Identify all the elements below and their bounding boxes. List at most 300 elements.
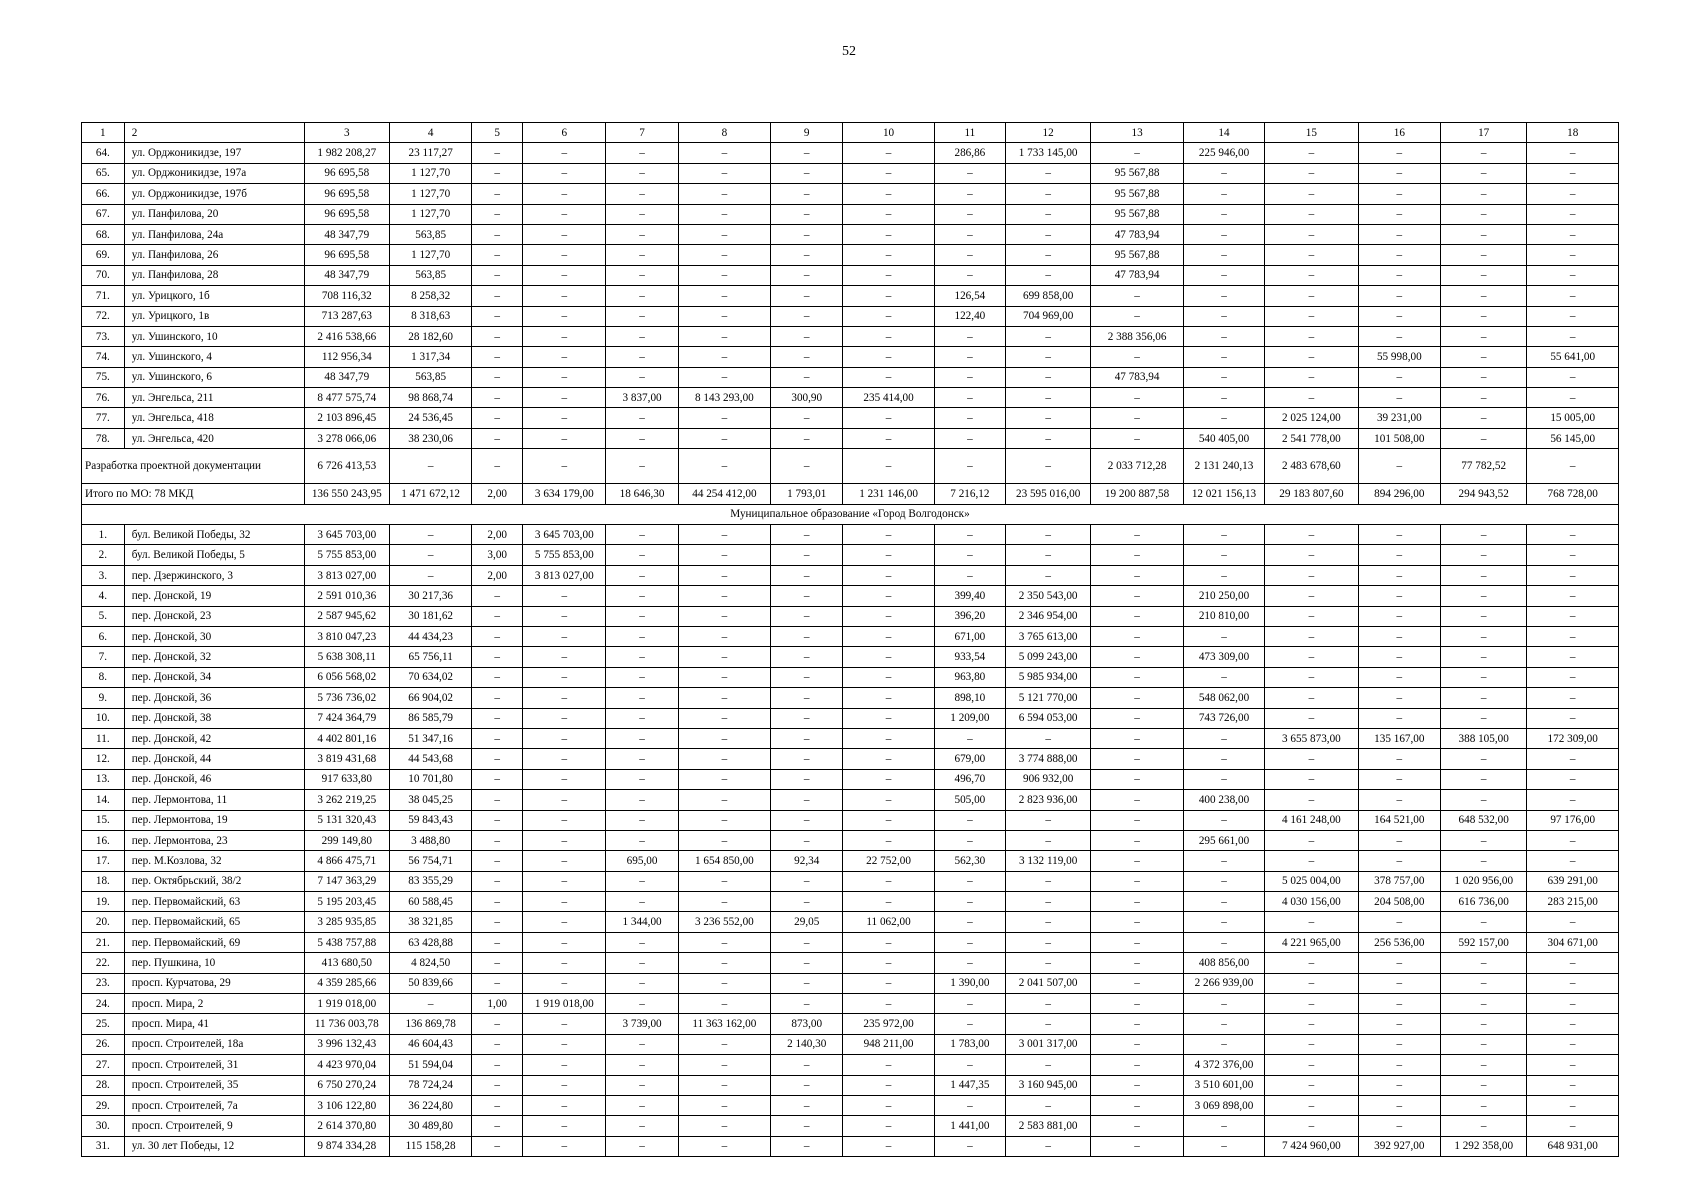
table-cell: – [1440, 565, 1526, 585]
table-cell: пер. Донской, 19 [124, 586, 304, 606]
table-row [82, 367, 1619, 387]
table-cell: 7 [606, 123, 678, 143]
table-cell: – [472, 449, 523, 484]
table-cell: 136 869,78 [389, 1014, 471, 1034]
table-cell: – [606, 265, 678, 285]
table-cell: – [1527, 449, 1619, 484]
table-cell: – [523, 586, 606, 606]
table-cell: просп. Строителей, 7а [124, 1095, 304, 1115]
table-cell: – [606, 1116, 678, 1136]
table-cell: 136 550 243,95 [304, 484, 389, 504]
table-cell: 29 183 807,60 [1265, 484, 1359, 504]
table-cell: – [472, 326, 523, 346]
table-cell: 38 230,06 [389, 428, 471, 448]
table-cell: 70 634,02 [389, 667, 471, 687]
table-cell: – [1440, 408, 1526, 428]
table-cell: – [606, 525, 678, 545]
table-cell: 1 982 208,27 [304, 143, 389, 163]
table-cell: – [1265, 1095, 1359, 1115]
table-cell: – [678, 892, 771, 912]
table-cell: – [1183, 810, 1264, 830]
table-cell: – [771, 830, 843, 850]
table-cell: – [934, 449, 1005, 484]
table-cell: 768 728,00 [1527, 484, 1619, 504]
table-cell: – [934, 810, 1005, 830]
table-cell: 679,00 [934, 749, 1005, 769]
table-cell: – [523, 667, 606, 687]
table-row [82, 204, 1619, 224]
table-cell: – [472, 973, 523, 993]
table-cell: – [606, 728, 678, 748]
table-cell: – [1358, 769, 1440, 789]
table-cell: – [678, 1095, 771, 1115]
table-cell: – [472, 728, 523, 748]
table-cell: – [1091, 892, 1184, 912]
table-cell: 2 041 507,00 [1005, 973, 1090, 993]
table-cell: – [1358, 163, 1440, 183]
table-cell: – [1091, 728, 1184, 748]
table-cell: – [1358, 973, 1440, 993]
table-cell: – [1091, 688, 1184, 708]
table-cell: 96 695,58 [304, 245, 389, 265]
table-cell: – [606, 306, 678, 326]
table-cell: ул. Энгельса, 420 [124, 428, 304, 448]
table-cell: 60 588,45 [389, 892, 471, 912]
table-cell: – [678, 367, 771, 387]
table-cell: – [1440, 626, 1526, 646]
table-cell: 56 145,00 [1527, 428, 1619, 448]
table-cell: 11 363 162,00 [678, 1014, 771, 1034]
table-cell: – [678, 1116, 771, 1136]
table-cell: – [606, 994, 678, 1014]
table-cell: – [606, 449, 678, 484]
table-cell: 115 158,28 [389, 1136, 471, 1156]
table-cell: 3 001 317,00 [1005, 1034, 1090, 1054]
table-cell: 4 866 475,71 [304, 851, 389, 871]
table-cell: 71. [82, 286, 125, 306]
table-cell: – [1183, 851, 1264, 871]
table-cell: 4 423 970,04 [304, 1055, 389, 1075]
table-row [82, 790, 1619, 810]
table-cell: – [1358, 204, 1440, 224]
table-cell: – [1005, 565, 1090, 585]
table-cell: – [678, 1075, 771, 1095]
table-cell: 10 [843, 123, 934, 143]
table-row [82, 388, 1619, 408]
table-cell: – [606, 953, 678, 973]
table-cell: 96 695,58 [304, 204, 389, 224]
table-cell: 1 654 850,00 [678, 851, 771, 871]
table-cell: 11 [934, 123, 1005, 143]
table-cell: – [1183, 667, 1264, 687]
table-cell: 4 [389, 123, 471, 143]
table-cell: – [771, 973, 843, 993]
table-cell: – [1265, 326, 1359, 346]
table-cell: 36 224,80 [389, 1095, 471, 1115]
table-cell: – [1265, 224, 1359, 244]
table-cell: 15 005,00 [1527, 408, 1619, 428]
table-cell: 21. [82, 932, 125, 952]
table-row [82, 163, 1619, 183]
table-cell: – [606, 790, 678, 810]
table-cell: 1 733 145,00 [1005, 143, 1090, 163]
table-cell: – [934, 163, 1005, 183]
table-cell: 44 254 412,00 [678, 484, 771, 504]
table-cell: – [771, 586, 843, 606]
table-cell: – [1091, 408, 1184, 428]
table-cell: – [472, 830, 523, 850]
table-cell: – [523, 367, 606, 387]
table-cell: 3 285 935,85 [304, 912, 389, 932]
table-cell: 873,00 [771, 1014, 843, 1034]
table-cell: – [678, 953, 771, 973]
table-cell: ул. Ушинского, 4 [124, 347, 304, 367]
table-cell: – [1265, 1034, 1359, 1054]
table-cell: – [843, 1136, 934, 1156]
table-cell: 2 [124, 123, 304, 143]
table-cell: – [523, 830, 606, 850]
table-cell: 26. [82, 1034, 125, 1054]
table-cell: 65 756,11 [389, 647, 471, 667]
table-row [82, 912, 1619, 932]
table-cell: 50 839,66 [389, 973, 471, 993]
table-cell: 906 932,00 [1005, 769, 1090, 789]
table-cell: – [1183, 347, 1264, 367]
table-cell: – [678, 708, 771, 728]
table-cell: 2 587 945,62 [304, 606, 389, 626]
table-cell: 51 347,16 [389, 728, 471, 748]
table-cell: – [1527, 525, 1619, 545]
table-cell: 55 998,00 [1358, 347, 1440, 367]
table-cell: 5 985 934,00 [1005, 667, 1090, 687]
table-cell: – [472, 1095, 523, 1115]
table-cell: 29. [82, 1095, 125, 1115]
table-cell: – [1183, 912, 1264, 932]
table-cell: – [523, 388, 606, 408]
table-cell: – [1358, 586, 1440, 606]
table-cell: 6 056 568,02 [304, 667, 389, 687]
table-cell: – [1091, 606, 1184, 626]
table-cell: – [1440, 708, 1526, 728]
register-table [81, 122, 1619, 1157]
table-cell: 30 217,36 [389, 586, 471, 606]
table-cell: – [606, 586, 678, 606]
table-cell: – [771, 1055, 843, 1075]
table-cell: просп. Мира, 2 [124, 994, 304, 1014]
table-cell: 5 131 320,43 [304, 810, 389, 830]
table-cell: – [1005, 347, 1090, 367]
table-cell: – [472, 204, 523, 224]
table-cell: 894 296,00 [1358, 484, 1440, 504]
table-cell: 639 291,00 [1527, 871, 1619, 891]
table-cell: 77 782,52 [1440, 449, 1526, 484]
table-cell: – [1005, 1055, 1090, 1075]
table-cell: – [1183, 1014, 1264, 1034]
table-cell: 4 161 248,00 [1265, 810, 1359, 830]
table-cell: – [606, 1034, 678, 1054]
table-cell: – [1358, 606, 1440, 626]
table-cell: 95 567,88 [1091, 245, 1184, 265]
table-cell: – [1091, 973, 1184, 993]
table-cell: 2 614 370,80 [304, 1116, 389, 1136]
table-cell: – [1440, 1075, 1526, 1095]
table-cell: – [1527, 184, 1619, 204]
table-cell: – [771, 265, 843, 285]
table-cell: – [472, 265, 523, 285]
table-cell: – [934, 953, 1005, 973]
table-cell: 3 813 027,00 [304, 565, 389, 585]
table-cell: 963,80 [934, 667, 1005, 687]
table-cell: – [843, 347, 934, 367]
table-cell: 1 441,00 [934, 1116, 1005, 1136]
table-cell: – [523, 647, 606, 667]
table-cell: – [678, 306, 771, 326]
table-cell: – [1358, 953, 1440, 973]
table-cell: 2 025 124,00 [1265, 408, 1359, 428]
table-cell: – [472, 810, 523, 830]
table-cell: – [523, 688, 606, 708]
table-cell: 6 [523, 123, 606, 143]
table-cell: – [843, 565, 934, 585]
table-cell: – [1183, 545, 1264, 565]
table-row [82, 306, 1619, 326]
table-cell: – [472, 606, 523, 626]
table-cell: – [934, 428, 1005, 448]
table-cell: – [1527, 912, 1619, 932]
table-cell: – [843, 626, 934, 646]
table-cell: – [1265, 769, 1359, 789]
table-cell: 898,10 [934, 688, 1005, 708]
table-cell: – [1440, 973, 1526, 993]
table-cell: – [1265, 388, 1359, 408]
table-cell: – [1358, 224, 1440, 244]
table-cell: 86 585,79 [389, 708, 471, 728]
table-cell: – [1527, 1095, 1619, 1115]
table-cell: – [523, 953, 606, 973]
table-cell: – [606, 932, 678, 952]
table-cell: 164 521,00 [1358, 810, 1440, 830]
table-cell: 24. [82, 994, 125, 1014]
table-cell: – [1358, 851, 1440, 871]
table-cell: – [678, 565, 771, 585]
table-cell: – [678, 1034, 771, 1054]
table-cell: – [1440, 1095, 1526, 1115]
table-cell: – [606, 245, 678, 265]
table-cell: 3 810 047,23 [304, 626, 389, 646]
table-cell: – [606, 326, 678, 346]
table-cell: – [1440, 367, 1526, 387]
table-cell: 11. [82, 728, 125, 748]
table-cell: 92,34 [771, 851, 843, 871]
table-cell: 392 927,00 [1358, 1136, 1440, 1156]
table-cell: 256 536,00 [1358, 932, 1440, 952]
table-cell: 3 160 945,00 [1005, 1075, 1090, 1095]
table-cell: 8 318,63 [389, 306, 471, 326]
table-cell: 22 752,00 [843, 851, 934, 871]
table-cell: – [934, 224, 1005, 244]
table-cell: – [1183, 306, 1264, 326]
table-cell: – [1440, 163, 1526, 183]
table-cell: 46 604,43 [389, 1034, 471, 1054]
table-cell: – [1527, 851, 1619, 871]
table-cell: – [472, 769, 523, 789]
table-cell: – [843, 586, 934, 606]
table-cell: 1 [82, 123, 125, 143]
table-cell: – [1440, 286, 1526, 306]
table-cell: – [934, 728, 1005, 748]
table-cell: – [1183, 932, 1264, 952]
table-cell: – [678, 184, 771, 204]
table-cell: 6 726 413,53 [304, 449, 389, 484]
table-cell: – [1091, 586, 1184, 606]
table-cell: – [472, 306, 523, 326]
table-cell: – [771, 347, 843, 367]
table-cell: 95 567,88 [1091, 204, 1184, 224]
table-cell: – [843, 545, 934, 565]
table-cell: 48 347,79 [304, 367, 389, 387]
table-cell: 70. [82, 265, 125, 285]
table-cell: – [843, 667, 934, 687]
table-cell: – [1527, 953, 1619, 973]
table-cell: 47 783,94 [1091, 265, 1184, 285]
table-cell: – [1527, 708, 1619, 728]
table-cell: – [1527, 830, 1619, 850]
table-cell: 7 424 960,00 [1265, 1136, 1359, 1156]
table-cell: 3 510 601,00 [1183, 1075, 1264, 1095]
table-row [82, 728, 1619, 748]
table-cell: пер. Донской, 38 [124, 708, 304, 728]
table-cell: 59 843,43 [389, 810, 471, 830]
table-cell: – [1183, 769, 1264, 789]
table-cell: – [1527, 1116, 1619, 1136]
table-cell: – [678, 810, 771, 830]
table-cell: – [771, 565, 843, 585]
table-cell: – [1091, 306, 1184, 326]
table-cell: – [771, 667, 843, 687]
table-row [82, 565, 1619, 585]
table-cell: пер. Донской, 46 [124, 769, 304, 789]
table-cell: 55 641,00 [1527, 347, 1619, 367]
table-cell: – [771, 449, 843, 484]
table-cell: – [1527, 286, 1619, 306]
table-cell: 708 116,32 [304, 286, 389, 306]
table-row [82, 994, 1619, 1014]
table-cell: – [1265, 565, 1359, 585]
table-cell: – [1183, 728, 1264, 748]
table-cell: 11 062,00 [843, 912, 934, 932]
table-cell: – [678, 265, 771, 285]
table-cell: 3 132 119,00 [1005, 851, 1090, 871]
table-cell: 743 726,00 [1183, 708, 1264, 728]
table-cell: ул. Панфилова, 26 [124, 245, 304, 265]
table-cell: – [843, 163, 934, 183]
table-cell: – [1440, 667, 1526, 687]
table-cell: 39 231,00 [1358, 408, 1440, 428]
table-cell: – [934, 1055, 1005, 1075]
table-cell: 1. [82, 525, 125, 545]
table-cell: – [523, 408, 606, 428]
table-cell: – [472, 1034, 523, 1054]
table-cell: – [678, 408, 771, 428]
table-cell: 3 106 122,80 [304, 1095, 389, 1115]
table-row [82, 586, 1619, 606]
table-cell: – [771, 1116, 843, 1136]
table-cell: 13 [1091, 123, 1184, 143]
table-cell: – [934, 994, 1005, 1014]
table-cell: просп. Курчатова, 29 [124, 973, 304, 993]
table-cell: – [843, 306, 934, 326]
table-cell: 23 117,27 [389, 143, 471, 163]
table-cell: – [523, 1136, 606, 1156]
table-cell: – [389, 449, 471, 484]
table-cell: – [1527, 688, 1619, 708]
table-cell: – [771, 545, 843, 565]
table-cell: – [678, 286, 771, 306]
table-cell: 713 287,63 [304, 306, 389, 326]
table-cell: пер. Первомайский, 63 [124, 892, 304, 912]
table-cell: 1 793,01 [771, 484, 843, 504]
table-cell: – [1183, 626, 1264, 646]
table-cell: – [843, 932, 934, 952]
table-cell: – [1440, 1116, 1526, 1136]
table-cell: – [1440, 851, 1526, 871]
table-cell: – [523, 932, 606, 952]
table-cell: 25. [82, 1014, 125, 1034]
table-cell: – [1265, 265, 1359, 285]
table-cell: – [1265, 688, 1359, 708]
table-cell: 2,00 [472, 525, 523, 545]
table-cell: 3 645 703,00 [523, 525, 606, 545]
design-documentation-row [82, 449, 1619, 484]
table-cell: – [1005, 388, 1090, 408]
table-cell: – [771, 245, 843, 265]
table-row [82, 892, 1619, 912]
table-cell: – [1005, 728, 1090, 748]
table-cell: – [1005, 224, 1090, 244]
table-cell: – [1005, 245, 1090, 265]
table-cell: – [771, 994, 843, 1014]
table-cell: 30 181,62 [389, 606, 471, 626]
table-cell: 1 127,70 [389, 184, 471, 204]
table-cell: ул. Панфилова, 28 [124, 265, 304, 285]
table-cell: 51 594,04 [389, 1055, 471, 1075]
table-cell: 2 823 936,00 [1005, 790, 1090, 810]
table-cell: – [472, 388, 523, 408]
table-cell: – [1091, 647, 1184, 667]
table-cell: – [771, 953, 843, 973]
table-cell: – [1265, 1116, 1359, 1136]
table-cell: – [771, 769, 843, 789]
table-cell: – [1091, 1014, 1184, 1034]
table-cell: 2 483 678,60 [1265, 449, 1359, 484]
table-cell: 77. [82, 408, 125, 428]
table-cell: 3 [304, 123, 389, 143]
table-cell: – [472, 1075, 523, 1095]
table-cell: 563,85 [389, 265, 471, 285]
table-cell: – [1005, 367, 1090, 387]
table-cell: – [1358, 545, 1440, 565]
table-row [82, 1136, 1619, 1156]
table-cell: 18 [1527, 123, 1619, 143]
table-cell: – [1265, 626, 1359, 646]
table-cell: – [523, 224, 606, 244]
table-cell: – [1358, 1034, 1440, 1054]
table-cell: – [1358, 647, 1440, 667]
table-cell: – [1265, 184, 1359, 204]
table-cell: 917 633,80 [304, 769, 389, 789]
table-cell: 68. [82, 224, 125, 244]
table-cell: 235 414,00 [843, 388, 934, 408]
